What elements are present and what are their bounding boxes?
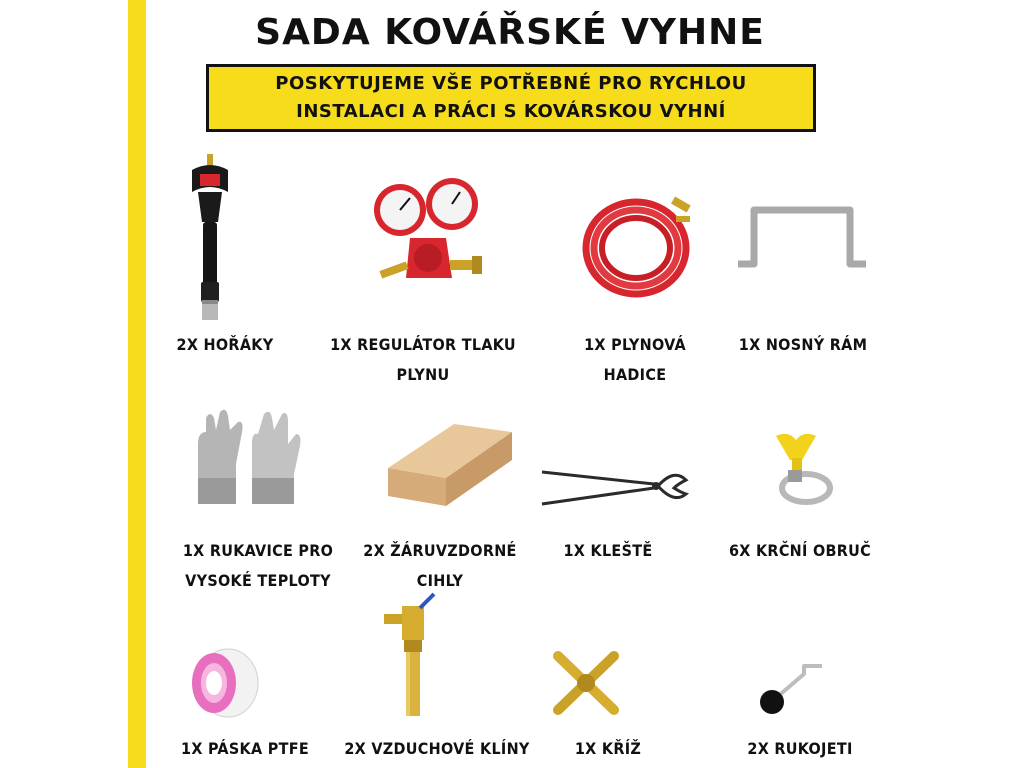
item-caption: 2X VZDUCHOVÉ KLÍNY xyxy=(344,739,530,758)
item-caption: 2X ŽÁRUVZDORNÉ CIHLY xyxy=(363,541,517,590)
item-caption: 1X KŘÍŽ xyxy=(574,739,642,758)
support-frame-icon xyxy=(734,204,870,270)
item-caption: 1X PLYNOVÁ HADICE xyxy=(584,335,686,384)
ptfe-tape-icon xyxy=(188,646,260,720)
burner-icon xyxy=(180,152,240,322)
handle-icon xyxy=(756,660,828,716)
item-caption: 1X NOSNÝ RÁM xyxy=(738,335,868,354)
gas-hose-icon xyxy=(580,190,700,300)
item-caption: 1X PÁSKA PTFE xyxy=(181,739,309,758)
yellow-side-bar xyxy=(128,0,146,768)
hose-clamp-icon xyxy=(768,430,834,506)
item-caption: 1X KLEŠTĚ xyxy=(563,541,653,560)
air-valve-icon xyxy=(380,592,442,722)
gloves-icon xyxy=(192,404,304,504)
banner-line-2: INSTALACI A PRÁCI S KOVÁRSKOU VYHNÍ xyxy=(296,101,726,122)
item-caption: 2X HOŘÁKY xyxy=(176,335,274,354)
pressure-regulator-icon xyxy=(360,178,500,298)
tongs-icon xyxy=(538,464,690,508)
cross-connector-icon xyxy=(552,650,620,716)
info-banner xyxy=(206,64,816,132)
fire-brick-icon xyxy=(384,420,516,510)
page-title: SADA KOVÁŘSKÉ VYHNE xyxy=(255,12,765,53)
item-caption: 1X REGULÁTOR TLAKU PLYNU xyxy=(330,335,516,384)
item-caption: 1X RUKAVICE PRO VYSOKÉ TEPLOTY xyxy=(182,541,334,590)
banner-line-1: POSKYTUJEME VŠE POTŘEBNÉ PRO RYCHLOU xyxy=(275,73,747,94)
item-caption: 6X KRČNÍ OBRUČ xyxy=(728,541,872,560)
item-caption: 2X RUKOJETI xyxy=(747,739,853,758)
